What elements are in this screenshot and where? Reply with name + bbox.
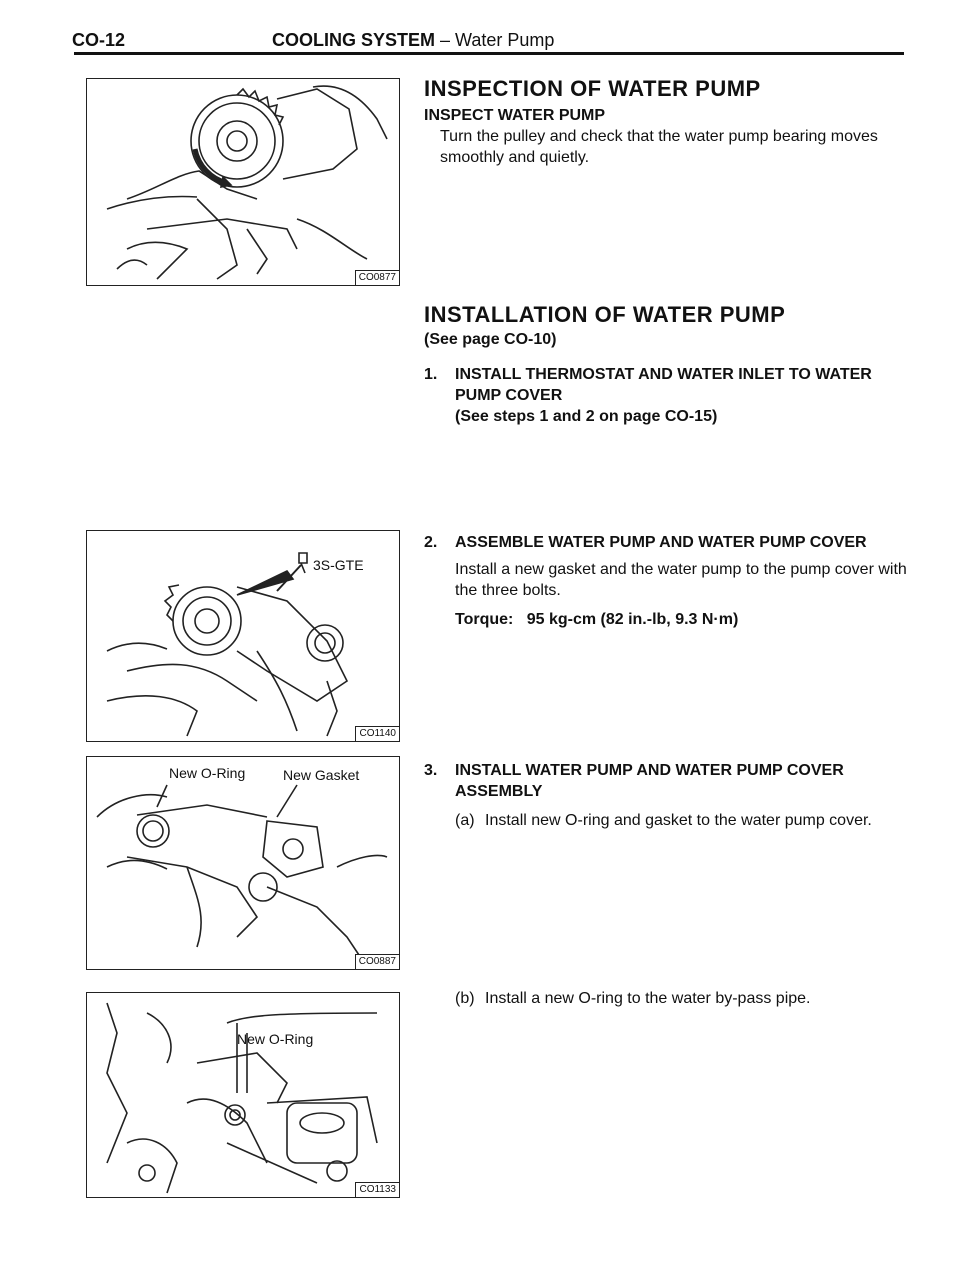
step-text: Install a new gasket and the water pump to the pump cover with the three bolts. (455, 561, 907, 599)
page-header (0, 0, 960, 60)
installation-section (424, 304, 914, 350)
figure-bypass-pipe-oring (86, 992, 400, 1198)
step-title: ASSEMBLE WATER PUMP AND WATER PUMP COVER (455, 534, 867, 551)
subsection-title: – Water Pump (440, 30, 555, 50)
inspect-step-text: Turn the pulley and check that the water pump bearing moves smoothly and quietly. (440, 128, 878, 166)
inspection-heading: INSPECTION OF WATER PUMP (424, 76, 761, 101)
substep-b (424, 988, 914, 1009)
torque-label: Torque: (455, 611, 514, 628)
step-title: INSTALL THERMOSTAT AND WATER INLET TO WATER PUMP COVER (455, 366, 872, 404)
substep-a (424, 810, 914, 831)
inspect-step-title: INSPECT WATER PUMP (424, 107, 606, 124)
step-number: 2. (424, 534, 438, 551)
callout-new-oring: New O-Ring (169, 765, 246, 781)
bypass-pipe-illustration (87, 993, 399, 1197)
step-note: (See steps 1 and 2 on page CO-15) (455, 408, 718, 425)
substep-label: (a) (455, 812, 475, 829)
step-title: INSTALL WATER PUMP AND WATER PUMP COVER ASSEMBLY (455, 762, 844, 800)
torque-spec (424, 609, 914, 630)
header-rule (74, 52, 904, 55)
step-number: 1. (424, 366, 438, 383)
pump-cover-illustration (87, 757, 399, 969)
installation-heading: INSTALLATION OF WATER PUMP (424, 302, 786, 327)
torque-value: 95 kg-cm (82 in.-lb, 9.3 N·m) (526, 611, 739, 628)
step-2 (424, 532, 914, 630)
step-1 (424, 364, 914, 427)
step-number: 3. (424, 762, 438, 779)
substep-label: (b) (455, 990, 475, 1007)
page-title (272, 30, 554, 51)
figure-new-oring-gasket (86, 756, 400, 970)
figure-assemble-pump (86, 530, 400, 742)
figure-code: CO1140 (355, 726, 399, 741)
pump-pulley-illustration (87, 79, 399, 285)
callout-engine-3s-gte: 3S-GTE (313, 557, 364, 573)
installation-see-page: (See page CO-10) (424, 331, 557, 348)
substep-text: Install new O-ring and gasket to the water pump cover. (485, 812, 872, 829)
callout-new-oring: New O-Ring (237, 1031, 314, 1047)
step-3 (424, 760, 914, 831)
page-number: CO-12 (72, 30, 126, 50)
figure-code: CO0877 (355, 270, 399, 285)
figure-code: CO1133 (355, 1182, 399, 1197)
figure-code: CO0887 (355, 954, 399, 969)
figure-water-pump-inspection (86, 78, 400, 286)
section-title: COOLING SYSTEM (272, 30, 436, 50)
inspection-section (424, 78, 914, 168)
callout-new-gasket: New Gasket (283, 767, 360, 783)
substep-text: Install a new O-ring to the water by-pass pipe. (485, 990, 811, 1007)
